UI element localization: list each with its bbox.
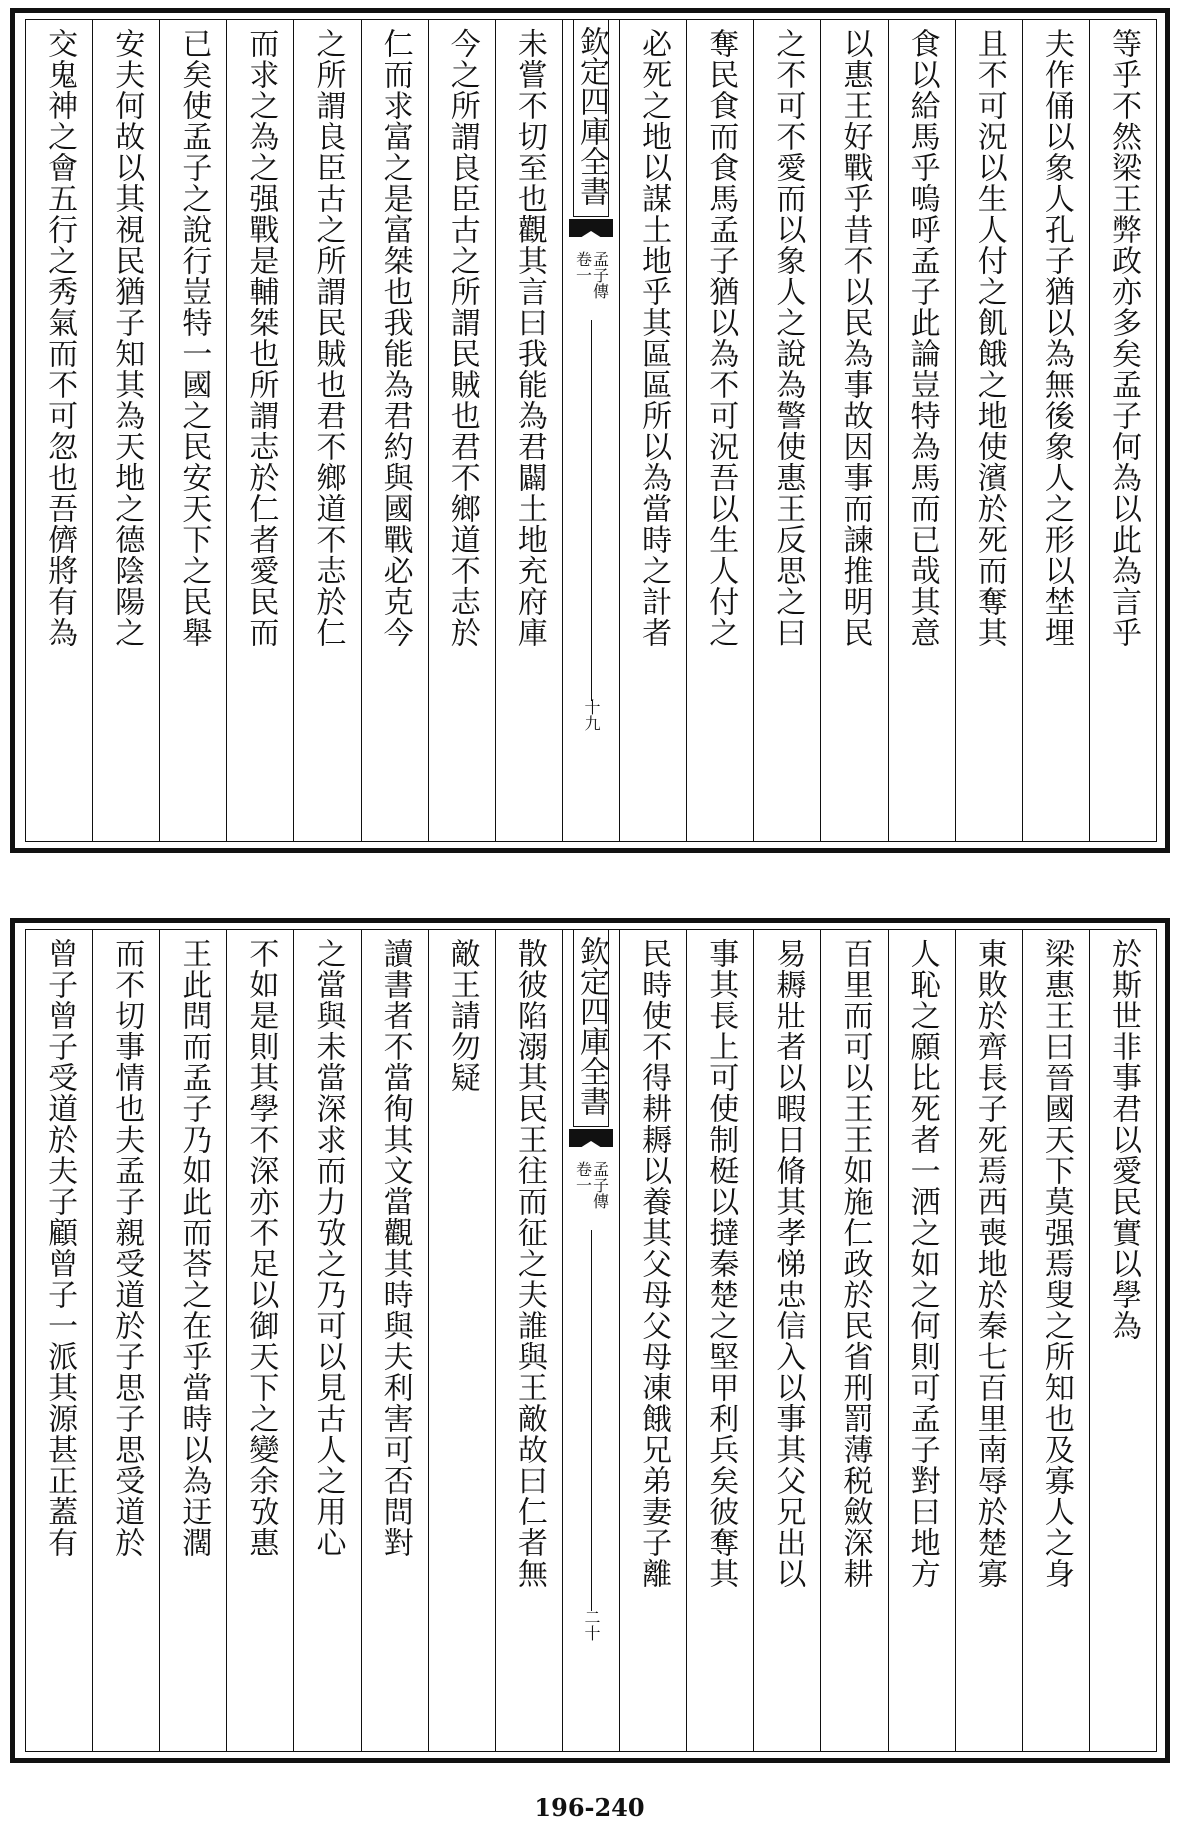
column-text: 夫作俑以象人孔子猶以為無後象人之形以埜埋	[1038, 28, 1074, 648]
lower-page	[10, 918, 1170, 1763]
book-title: 欽定四庫全書	[573, 20, 609, 217]
fold-rule	[591, 320, 592, 701]
center-fold-column	[562, 930, 619, 1751]
column-text: 事其長上可使制梃以撻秦楚之堅甲利兵矣彼奪其	[703, 938, 739, 1589]
column-text: 於斯世非事君以愛民實以學為	[1105, 938, 1141, 1341]
column-text: 百里而可以王王如施仁政於民省刑罰薄税斂深耕	[837, 938, 873, 1589]
text-column	[428, 930, 495, 1751]
text-column	[753, 20, 820, 841]
column-text: 必死之地以謀土地乎其區區所以為當時之計者	[636, 28, 672, 648]
text-column	[753, 930, 820, 1751]
text-column	[619, 930, 686, 1751]
folio-number: 二十	[582, 1609, 602, 1641]
text-column	[159, 930, 226, 1751]
text-column	[293, 20, 360, 841]
column-text: 梁惠王曰晉國天下莫强焉叟之所知也及寡人之身	[1038, 938, 1074, 1589]
column-text: 不如是則其學不深亦不足以御天下之變余攷惠	[243, 938, 279, 1558]
text-column	[361, 20, 428, 841]
text-column	[428, 20, 495, 841]
folio-number: 十九	[582, 699, 602, 731]
text-column	[361, 930, 428, 1751]
column-text: 且不可況以生人付之飢餓之地使濱於死而奪其	[971, 28, 1007, 648]
text-column	[293, 930, 360, 1751]
text-column	[495, 930, 562, 1751]
volume-label: 卷一	[573, 1161, 593, 1193]
text-column	[92, 20, 159, 841]
column-text: 而求之為之强戰是輔桀也所謂志於仁者愛民而	[243, 28, 279, 648]
column-text: 仁而求富之是富桀也我能為君約與國戰必克今	[377, 28, 413, 648]
text-column	[1089, 20, 1156, 841]
text-column	[955, 20, 1022, 841]
text-column	[226, 20, 293, 841]
text-column	[1089, 930, 1156, 1751]
column-text: 而不切事情也夫孟子親受道於子思子思受道於	[109, 938, 145, 1558]
column-text: 今之所謂良臣古之所謂民賊也君不鄉道不志於	[444, 28, 480, 648]
text-column	[159, 20, 226, 841]
text-column	[226, 930, 293, 1751]
page-id-footer: 196-240	[534, 1793, 645, 1822]
volume-label: 卷一	[573, 251, 593, 283]
text-column	[619, 20, 686, 841]
text-column	[495, 20, 562, 841]
column-text: 東敗於齊長子死焉西喪地於秦七百里南辱於楚寡	[971, 938, 1007, 1589]
fishtail-mark-icon	[569, 1129, 613, 1155]
lower-page-columns	[25, 929, 1157, 1752]
text-column	[92, 930, 159, 1751]
column-text: 食以給馬乎嗚呼孟子此論豈特為馬而已哉其意	[904, 28, 940, 648]
book-title: 欽定四庫全書	[573, 930, 609, 1127]
column-text: 易耨壯者以暇日脩其孝悌忠信入以事其父兄出以	[770, 938, 806, 1589]
text-column	[1022, 930, 1089, 1751]
upper-page	[10, 8, 1170, 853]
book-name: 孟子傳	[590, 1161, 610, 1209]
column-text: 敵王請勿疑	[444, 938, 480, 1093]
text-column	[26, 20, 92, 841]
fishtail-mark-icon	[569, 219, 613, 245]
column-text: 曾子曾子受道於夫子顧曾子一派其源甚正蓋有	[42, 938, 78, 1558]
column-text: 讀書者不當徇其文當觀其時與夫利害可否問對	[377, 938, 413, 1558]
text-column	[955, 930, 1022, 1751]
column-text: 安夫何故以其視民猶子知其為天地之德陰陽之	[109, 28, 145, 648]
column-text: 交鬼神之會五行之秀氣而不可忽也吾儕將有為	[42, 28, 78, 648]
column-text: 以惠王好戰乎昔不以民為事故因事而諫推明民	[837, 28, 873, 648]
column-text: 等乎不然梁王弊政亦多矣孟子何為以此為言乎	[1105, 28, 1141, 648]
column-text: 人恥之願比死者一洒之如之何則可孟子對曰地方	[904, 938, 940, 1589]
text-column	[820, 930, 887, 1751]
chapter-info	[575, 1161, 608, 1209]
column-text: 未嘗不切至也觀其言曰我能為君闢土地充府庫	[511, 28, 547, 648]
book-name: 孟子傳	[590, 251, 610, 299]
column-text: 民時使不得耕耨以養其父母父母凍餓兄弟妻子離	[636, 938, 672, 1589]
upper-page-columns	[25, 19, 1157, 842]
text-column	[888, 930, 955, 1751]
column-text: 之當與未當深求而力攷之乃可以見古人之用心	[310, 938, 346, 1558]
center-fold-column	[562, 20, 619, 841]
column-text: 之所謂良臣古之所謂民賊也君不鄉道不志於仁	[310, 28, 346, 648]
column-text: 散彼陷溺其民王往而征之夫誰與王敵故曰仁者無	[511, 938, 547, 1589]
text-column	[888, 20, 955, 841]
fold-rule	[591, 1230, 592, 1611]
column-text: 王此問而孟子乃如此而荅之在乎當時以為迂濶	[176, 938, 212, 1558]
column-text: 已矣使孟子之說行豈特一國之民安天下之民舉	[176, 28, 212, 648]
text-column	[686, 20, 753, 841]
column-text: 之不可不愛而以象人之說為警使惠王反思之曰	[770, 28, 806, 648]
text-column	[686, 930, 753, 1751]
text-column	[820, 20, 887, 841]
column-text: 奪民食而食馬孟子猶以為不可況吾以生人付之	[703, 28, 739, 648]
text-column	[26, 930, 92, 1751]
text-column	[1022, 20, 1089, 841]
chapter-info	[575, 251, 608, 299]
